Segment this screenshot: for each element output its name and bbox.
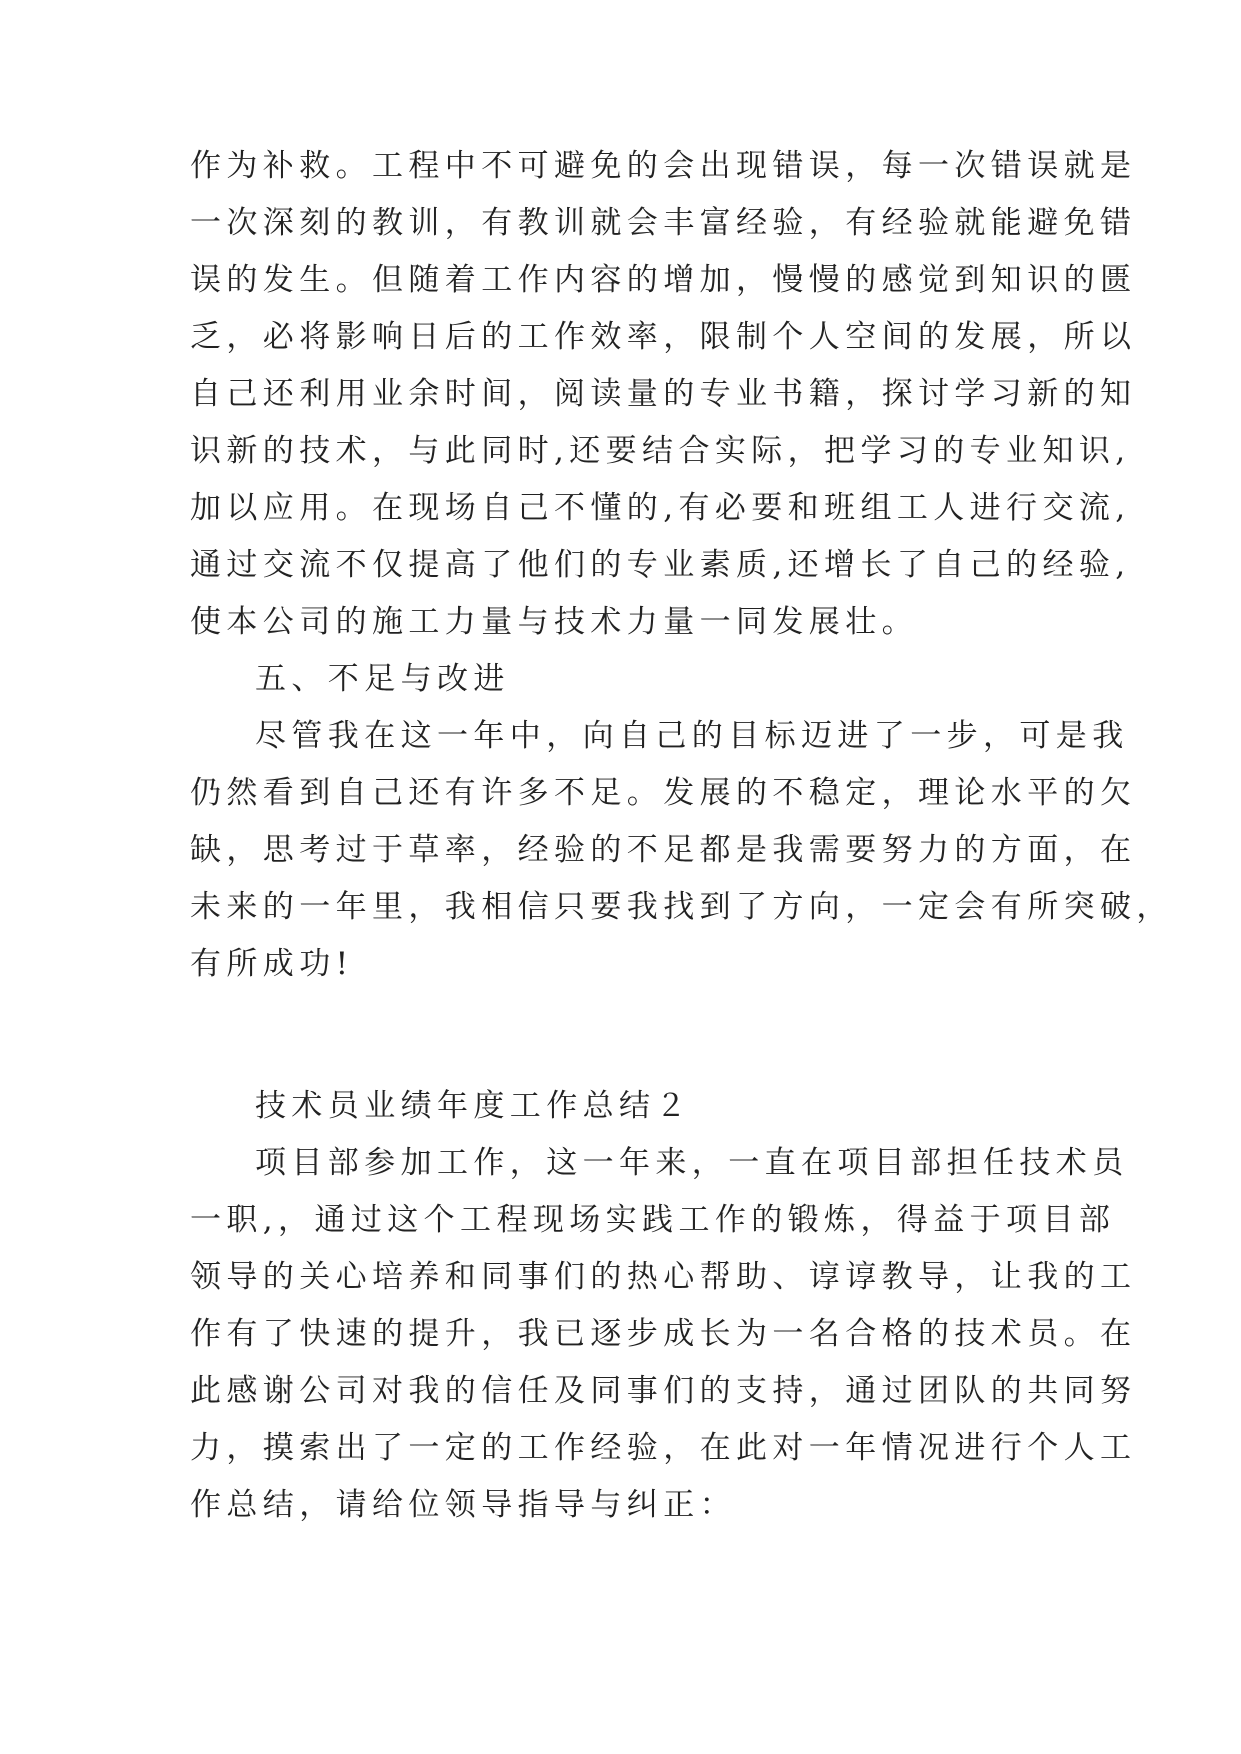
paragraph-line: 加以应用。在现场自己不懂的,有必要和班组工人进行交流, [190, 490, 1131, 526]
paragraph-line: 一职,，通过这个工程现场实践工作的锻炼，得益于项目部 [190, 1202, 1116, 1238]
paragraph-line: 乏，必将影响日后的工作效率，限制个人空间的发展，所以 [190, 319, 1137, 355]
paragraph-line: 作为补救。工程中不可避免的会出现错误，每一次错误就是 [190, 148, 1137, 184]
section-heading: 五、不足与改进 [255, 661, 510, 697]
paragraph-line: 领导的关心培养和同事们的热心帮助、谆谆教导，让我的工 [190, 1259, 1137, 1295]
paragraph-line: 此感谢公司对我的信任及同事们的支持，通过团队的共同努 [190, 1373, 1137, 1409]
paragraph-line: 缺，思考过于草率，经验的不足都是我需要努力的方面，在 [190, 832, 1137, 868]
paragraph-line: 识新的技术，与此同时,还要结合实际，把学习的专业知识, [190, 433, 1131, 469]
paragraph-line: 项目部参加工作，这一年来，一直在项目部担任技术员 [255, 1145, 1129, 1181]
paragraph-line: 作有了快速的提升，我已逐步成长为一名合格的技术员。在 [190, 1316, 1137, 1352]
document-title: 技术员业绩年度工作总结２ [255, 1088, 692, 1124]
paragraph-line: 仍然看到自己还有许多不足。发展的不稳定，理论水平的欠 [190, 775, 1137, 811]
paragraph-line: 尽管我在这一年中，向自己的目标迈进了一步，可是我 [255, 718, 1129, 754]
paragraph-line: 未来的一年里，我相信只要我找到了方向，一定会有所突破， [190, 889, 1173, 925]
paragraph-line: 使本公司的施工力量与技术力量一同发展壮。 [190, 604, 918, 640]
paragraph-line: 有所成功! [190, 946, 354, 982]
paragraph-line: 力，摸索出了一定的工作经验，在此对一年情况进行个人工 [190, 1430, 1137, 1466]
paragraph-line: 自己还利用业余时间，阅读量的专业书籍，探讨学习新的知 [190, 376, 1137, 412]
paragraph-line: 通过交流不仅提高了他们的专业素质,还增长了自己的经验, [190, 547, 1131, 583]
paragraph-line: 一次深刻的教训，有教训就会丰富经验，有经验就能避免错 [190, 205, 1137, 241]
paragraph-line: 误的发生。但随着工作内容的增加，慢慢的感觉到知识的匮 [190, 262, 1137, 298]
paragraph-line: 作总结，请给位领导指导与纠正： [190, 1487, 736, 1523]
